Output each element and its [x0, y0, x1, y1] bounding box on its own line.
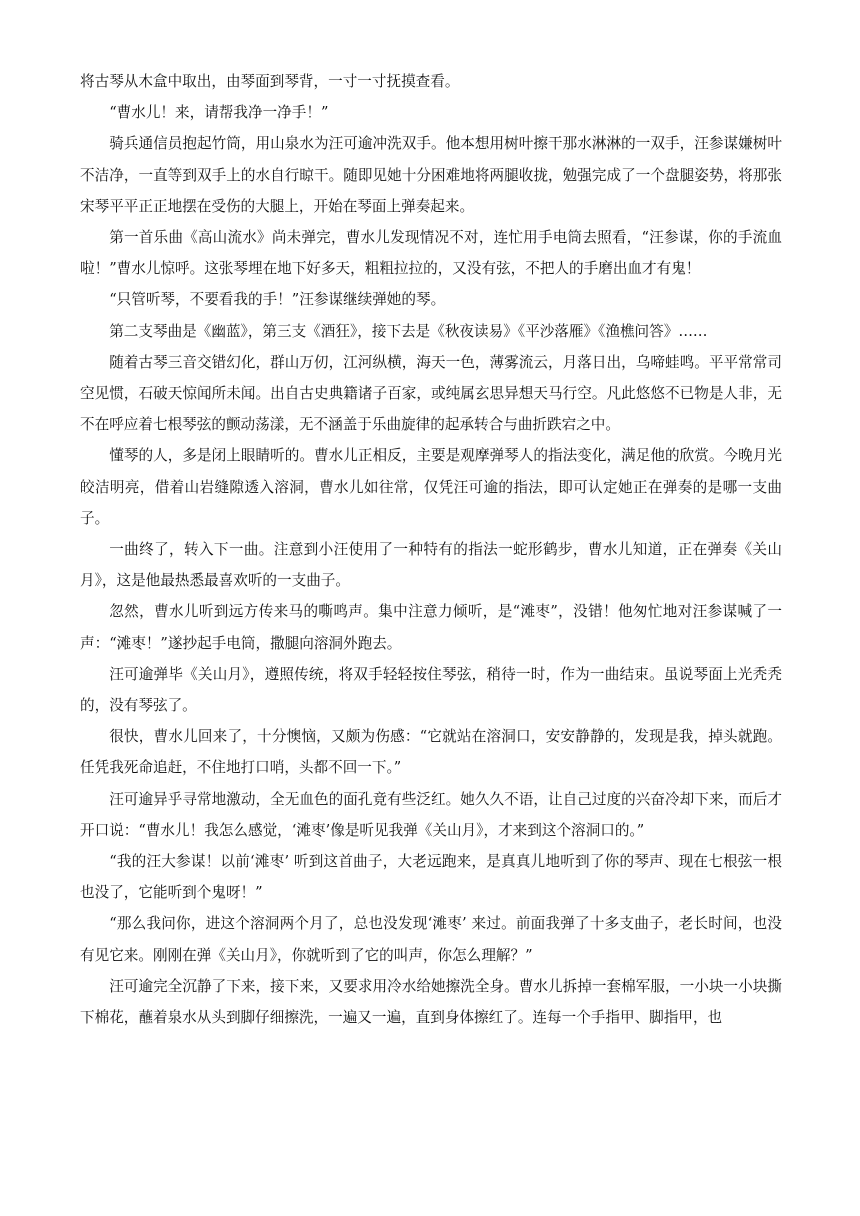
paragraph: 一曲终了，转入下一曲。注意到小汪使用了一种特有的指法一蛇形鹤步，曹水儿知道，正在弹奏《关山月》，这是他最热悉最喜欢听的一支曲子。	[80, 541, 782, 590]
paragraph: 随着古琴三音交错幻化，群山万仞，江河纵横，海天一色，薄雾流云，月落日出，乌啼蛙鸣。平平常常司空见惯，石破天惊闻所未闻。出自古史典籍诸子百家，或纯属玄思异想天马行空。凡此悠悠不已物是人非，无不在呼应着七根琴弦的颤动荡漾，无不涵盖于乐曲旋律的起承转合与曲折跌宕之中。	[80, 353, 782, 434]
paragraph: 汪可逾异乎寻常地激动，全无血色的面孔竟有些泛红。她久久不语，让自己过度的兴奋冷却下来，而后才开口说：“曹水儿！我怎么感觉，‘滩枣’像是听见我弹《关山月》，才来到这个溶洞口的。”	[80, 790, 782, 839]
paragraph: “只管听琴，不要看我的手！”汪参谋继续弹她的琴。	[109, 291, 446, 309]
paragraph: 骑兵通信员抱起竹筒，用山泉水为汪可逾冲洗双手。他本想用树叶擦干那水淋淋的一双手，汪参谋嫌树叶不洁净，一直等到双手上的水自行晾干。随即见她十分困难地将两腿收拢，勉强完成了一个盘腿姿势，将那张宋琴平平正正地摆在受伤的大腿上，开始在琴面上弹奏起来。	[80, 135, 782, 215]
paragraph: 将古琴从木盒中取出，由琴面到琴背，一寸一寸抚摸查看。	[80, 73, 460, 90]
paragraph: “我的汪大参谋！以前‘滩枣’ 听到这首曲子，大老远跑来，是真真儿地听到了你的琴声、现在七根弦一根也没了，它能听到个鬼呀！”	[80, 853, 782, 902]
paragraph: 汪可逾弹毕《关山月》，遵照传统，将双手轻轻按住琴弦，稍待一时，作为一曲结束。虽说琴面上光秃秃的，没有琴弦了。	[80, 665, 782, 715]
paragraph: “那么我问你，进这个溶洞两个月了，总也没发现‘滩枣’ 来过。前面我弹了十多支曲子，老长时间，也没有见它来。刚刚在弹《关山月》，你就听到了它的叫声，你怎么理解？”	[80, 915, 782, 964]
paragraph: 第一首乐曲《高山流水》尚未弹完，曹水儿发现情况不对，连忙用手电筒去照看，“汪参谋，你的手流血啦！”曹水儿惊呼。这张琴埋在地下好多天，粗粗拉拉的，又没有弦，不把人的手磨出血才有鬼！	[80, 229, 782, 278]
paragraph: 汪可逾完全沉静了下来，接下来，又要求用冷水给她擦洗全身。曹水儿拆掉一套棉军服，一小块一小块撕下棉花，蘸着泉水从头到脚仔细擦洗，一遍又一遍，直到身体擦红了。连每一个手指甲、脚指甲，也	[80, 977, 782, 1027]
paragraph: “曹水儿！来，请帮我净一净手！”	[109, 104, 329, 122]
document-page	[80, 66, 782, 1033]
paragraph: 很快，曹水儿回来了，十分懊恼，又颇为伤感：“它就站在溶洞口，安安静静的，发现是我，掉头就跑。任凭我死命追赶，不住地打口哨，头都不回一下。”	[80, 728, 782, 777]
paragraph: 忽然，曹水儿听到远方传来马的嘶鸣声。集中注意力倾听，是“滩枣”，没错！他匆忙地对汪参谋喊了一声：“滩枣！”遂抄起手电筒，撒腿向溶洞外跑去。	[80, 603, 782, 652]
paragraph: 第二支琴曲是《幽蓝》，第三支《酒狂》，接下去是《秋夜读易》《平沙落雁》《渔樵问答》……	[109, 322, 708, 340]
paragraph: 懂琴的人，多是闭上眼睛听的。曹水儿正相反，主要是观摩弹琴人的指法变化，满足他的欣赏。今晚月光皎洁明亮，借着山岩缝隙透入溶洞，曹水儿如往常，仅凭汪可逾的指法，即可认定她正在弹奏的是哪一支曲子。	[80, 447, 782, 527]
